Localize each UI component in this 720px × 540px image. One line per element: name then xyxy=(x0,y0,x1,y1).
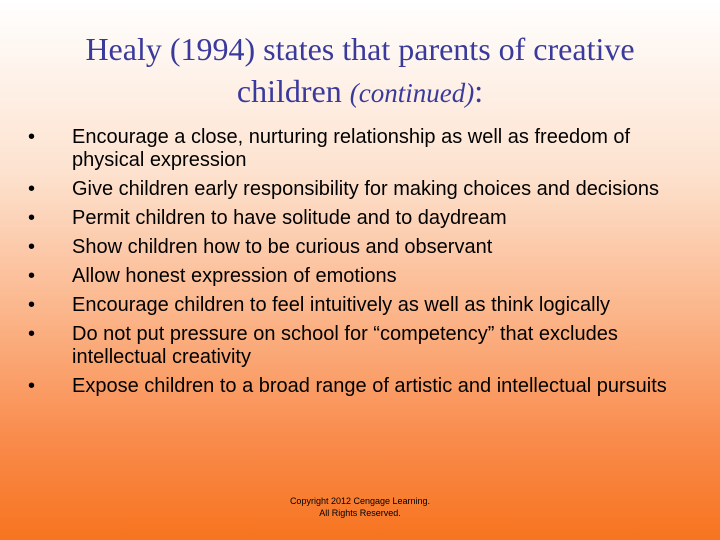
bullet-dot: • xyxy=(28,265,36,287)
bullet-text: Permit children to have solitude and to daydream xyxy=(72,207,507,229)
bullet-text: Do not put pressure on school for “competency” that excludes intellectual creativity xyxy=(72,323,618,368)
bullet-item xyxy=(26,126,696,172)
bullet-item xyxy=(26,207,696,230)
bullet-item xyxy=(26,265,696,288)
bullet-item xyxy=(26,323,696,369)
bullet-item xyxy=(26,236,696,259)
bullet-dot: • xyxy=(28,207,36,229)
copyright-line-2: All Rights Reserved. xyxy=(319,508,401,518)
bullet-dot: • xyxy=(28,178,36,200)
bullet-text: Expose children to a broad range of artistic and intellectual pursuits xyxy=(72,375,667,397)
bullet-item xyxy=(26,178,696,201)
bullet-text: Allow honest expression of emotions xyxy=(72,265,397,287)
bullet-text: Encourage a close, nurturing relationship as well as freedom of physical expression xyxy=(72,126,631,171)
bullet-text: Give children early responsibility for making choices and decisions xyxy=(72,178,659,200)
slide-title-line-1: Healy (1994) states that parents of creative xyxy=(85,31,635,67)
slide-title xyxy=(20,28,700,114)
copyright-line-1: Copyright 2012 Cengage Learning. xyxy=(289,496,431,506)
bullet-dot: • xyxy=(28,236,36,258)
slide-title-continued: (continued) xyxy=(349,78,475,108)
bullet-list xyxy=(26,126,696,404)
slide-title-colon: : xyxy=(474,73,484,109)
slide-title-line-2 xyxy=(20,70,700,114)
bullet-dot: • xyxy=(28,126,36,148)
bullet-item xyxy=(26,375,696,398)
bullet-dot: • xyxy=(28,375,36,397)
bullet-text: Show children how to be curious and observant xyxy=(72,236,493,258)
bullet-item xyxy=(26,294,696,317)
copyright-notice xyxy=(220,495,500,519)
bullet-dot: • xyxy=(28,294,36,316)
slide-title-children: children xyxy=(236,73,350,109)
bullet-text: Encourage children to feel intuitively as well as think logically xyxy=(72,294,611,316)
bullet-dot: • xyxy=(28,323,36,345)
